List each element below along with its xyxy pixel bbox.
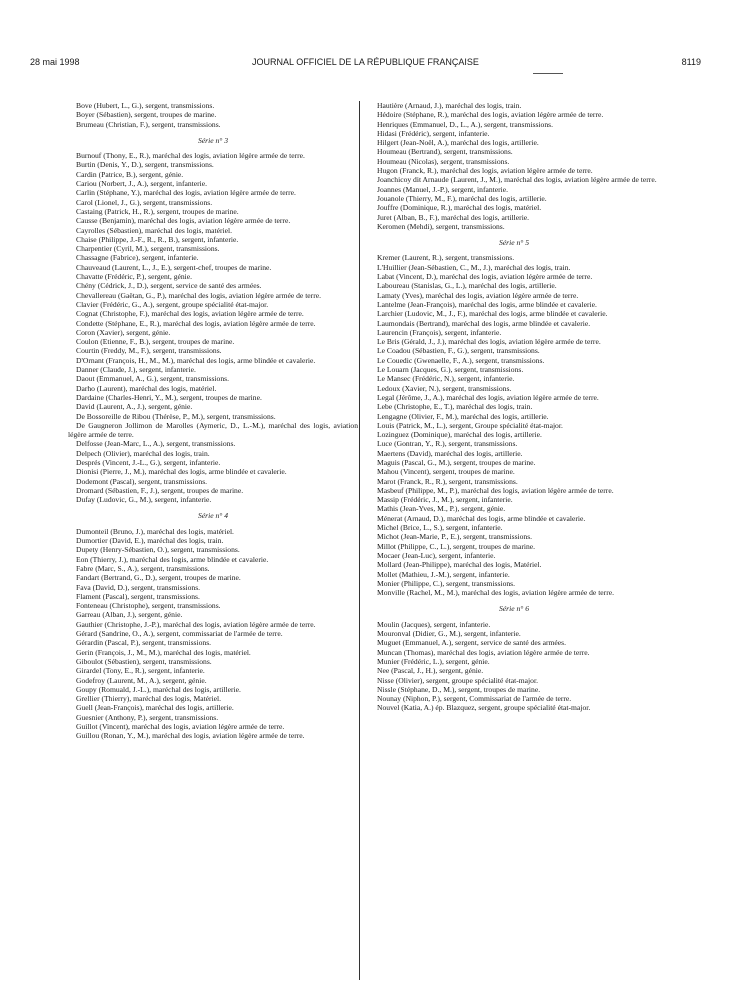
- list-item: Fandart (Bertrand, G., D.), sergent, troupes de marine.: [76, 573, 241, 583]
- list-item: Henriques (Emmanuel, D., L., A.), sergent, transmissions.: [377, 119, 553, 129]
- list-item: Mathis (Jean-Yves, M., P.), sergent, génie.: [377, 504, 506, 514]
- list-item: Burnouf (Thony, E., R.), maréchal des logis, aviation légère armée de terre.: [76, 151, 305, 161]
- list-item: Hugon (Franck, R.), maréchal des logis, aviation légère armée de terre.: [377, 166, 593, 176]
- list-item: Guillou (Ronan, Y., M.), maréchal des logis, aviation légère armée de terre.: [76, 731, 305, 741]
- list-item: Maertens (David), maréchal des logis, artillerie.: [377, 448, 523, 458]
- list-item: Lantelme (Jean-François), maréchal des logis, arme blindée et cavalerie.: [377, 299, 597, 309]
- list-item: Legal (Jérôme, J., A.), maréchal des logis, aviation légère armée de terre.: [377, 392, 599, 402]
- list-item: Joanchicoy dit Arnaude (Laurent, J., M.), maréchal des logis, aviation légère armée de terre.: [377, 175, 657, 185]
- publication-date: 28 mai 1998: [30, 57, 80, 67]
- list-item: Monier (Philippe, C.), sergent, transmissions.: [377, 578, 516, 588]
- list-item: Ménerat (Arnaud, D.), maréchal des logis, arme blindée et cavalerie.: [377, 513, 586, 523]
- list-item: Mouronval (Didier, G., M.), sergent, infanterie.: [377, 629, 521, 639]
- list-item: Gérardin (Pascal, P.), sergent, transmissions.: [76, 638, 212, 648]
- left-column: [68, 101, 358, 741]
- list-item: Gérard (Sandrine, O., A.), sergent, commissariat de l'armée de terre.: [76, 629, 283, 639]
- list-item: Joannes (Manuel, J.-P.), sergent, infanterie.: [377, 184, 509, 194]
- list-item: Nounay (Niphon, P.), sergent, Commissariat de l'armée de terre.: [377, 694, 572, 704]
- list-item: Lozinguez (Dominique), maréchal des logis, artillerie.: [377, 430, 542, 440]
- list-item: De Bossoreille de Ribou (Thérèse, P., M.), sergent, transmissions.: [76, 411, 276, 421]
- list-item: Moulin (Jacques), sergent, infanterie.: [377, 619, 491, 629]
- right-column: [369, 101, 659, 713]
- list-item: Muncan (Thomas), maréchal des logis, aviation légère armée de terre.: [377, 647, 590, 657]
- list-item: Carol (Lionel, J., G.), sergent, transmissions.: [76, 197, 213, 207]
- list-item: Fonteneau (Christophe), sergent, transmissions.: [76, 601, 221, 611]
- list-item: Masbeuf (Philippe, M., P.), maréchal des logis, aviation légère armée de terre.: [377, 485, 614, 495]
- list-item: Jouanole (Thierry, M., F.), maréchal des logis, artillerie.: [377, 193, 547, 203]
- list-item: Laumondais (Bertrand), maréchal des logis, arme blindée et cavalerie.: [377, 318, 591, 328]
- column-separator: [359, 101, 360, 980]
- list-item: Burtin (Denis, Y., D.), sergent, transmissions.: [76, 160, 214, 170]
- list-item: Mahou (Vincent), sergent, troupes de marine.: [377, 467, 515, 477]
- page-number: 8119: [681, 57, 701, 67]
- list-item: Coulon (Etienne, F., B.), sergent, troupes de marine.: [76, 337, 235, 347]
- list-item: Ledoux (Xavier, N.), sergent, transmissions.: [377, 383, 512, 393]
- list-item: D'Ornant (François, H., M., M.), maréchal des logis, arme blindée et cavalerie.: [76, 355, 316, 365]
- list-item: Charpentier (Cyril, M.), sergent, transmissions.: [76, 244, 220, 254]
- list-item: Cognat (Christophe, F.), maréchal des logis, aviation légère armée de terre.: [76, 309, 304, 319]
- list-item: Kremer (Laurent, R.), sergent, transmissions.: [377, 253, 515, 263]
- list-item: Massip (Frédéric, J., M.), sergent, infanterie.: [377, 495, 513, 505]
- list-item: Nissle (Stéphane, D., M.), sergent, troupes de marine.: [377, 684, 541, 694]
- list-item: Le Mansec (Frédéric, N.), sergent, infanterie.: [377, 374, 515, 384]
- list-item: Dromard (Sébastien, F., J.), sergent, troupes de marine.: [76, 485, 244, 495]
- list-item: Cariou (Norbert, J., A.), sergent, infanterie.: [76, 179, 208, 189]
- list-item: Hidasi (Frédéric), sergent, infanterie.: [377, 128, 490, 138]
- list-item: Chevallereau (Gaëtan, G., P.), maréchal des logis, aviation légère armée de terre.: [76, 290, 321, 300]
- series-heading: Série n° 6: [498, 604, 530, 614]
- list-item: Eon (Thierry, J.), maréchal des logis, arme blindée et cavalerie.: [76, 554, 269, 564]
- list-item: Dumortier (David, E.), maréchal des logis, train.: [76, 536, 224, 546]
- list-item: Luce (Gontran, Y., R.), sergent, transmissions.: [377, 439, 518, 449]
- list-item: Giboulot (Sébastien), sergent, transmissions.: [76, 656, 212, 666]
- list-item: Monville (Rachel, M., M.), maréchal des logis, aviation légère armée de terre.: [377, 588, 615, 598]
- list-item: Dodemont (Pascal), sergent, transmissions.: [76, 476, 208, 486]
- list-item: Dionisi (Pierre, J., M.), maréchal des logis, arme blindée et cavalerie.: [76, 467, 287, 477]
- list-item: Chény (Cédrick, J., D.), sergent, service de santé des armées.: [76, 281, 262, 291]
- list-item: L'Huillier (Jean-Sébastien, C., M., J.), maréchal des logis, train.: [377, 262, 571, 272]
- list-item: Flament (Pascal), sergent, transmissions.: [76, 591, 200, 601]
- list-item: Millot (Philippe, C., L.), sergent, troupes de marine.: [377, 541, 536, 551]
- list-item: Hilgert (Jean-Noël, A.), maréchal des logis, artillerie.: [377, 138, 539, 148]
- list-item: Laboureau (Stanislas, G., L.), maréchal des logis, artillerie.: [377, 281, 557, 291]
- list-item: Mollard (Jean-Philippe), maréchal des logis, Matériel.: [377, 560, 542, 570]
- list-item: Houmeau (Bertrand), sergent, transmissions.: [377, 147, 513, 157]
- list-item: Clavier (Frédéric, G., A.), sergent, groupe spécialité état-major.: [76, 299, 269, 309]
- header-rule: [533, 73, 563, 74]
- list-item: Girardel (Tony, E., R.), sergent, infanterie.: [76, 666, 205, 676]
- list-item: Godefroy (Laurent, M., A.), sergent, génie.: [76, 675, 207, 685]
- list-item: Fava (David, D.), sergent, transmissions.: [76, 582, 201, 592]
- list-item: Louis (Patrick, M., L.), sergent, Groupe spécialité état-major.: [377, 420, 563, 430]
- list-item: Nee (Pascal, J., H.), sergent, génie.: [377, 666, 484, 676]
- list-item: Coron (Xavier), sergent, génie.: [76, 327, 171, 337]
- journal-title: JOURNAL OFFICIEL DE LA RÉPUBLIQUE FRANÇAISE: [252, 57, 479, 67]
- list-item: Cayrolles (Sébastien), maréchal des logis, matériel.: [76, 225, 233, 235]
- list-item: Dardaine (Charles-Henri, Y., M.), sergent, troupes de marine.: [76, 392, 262, 402]
- list-item: Chassagne (Fabrice), sergent, infanterie.: [76, 253, 199, 263]
- list-item: De Gaugneron Jollimon de Marolles (Aymeric, D., L.-M.), maréchal des logis, aviation légère armée de terre.: [68, 420, 358, 440]
- series-heading: Série n° 4: [197, 511, 229, 521]
- list-item: Darho (Laurent), maréchal des logis, matériel.: [76, 383, 217, 393]
- series-heading: Série n° 5: [498, 238, 530, 248]
- list-item: Guell (Jean-François), maréchal des logis, artillerie.: [76, 703, 234, 713]
- list-item: Castaing (Patrick, H., R.), sergent, troupes de marine.: [76, 206, 239, 216]
- list-item: Juret (Alban, B., F.), maréchal des logis, artillerie.: [377, 212, 530, 222]
- list-item: Boyer (Sébastien), sergent, troupes de marine.: [76, 110, 217, 120]
- list-item: Dufay (Ludovic, G., M.), sergent, infanterie.: [76, 495, 212, 505]
- list-item: Mollet (Mathieu, J.-M.), sergent, infanterie.: [377, 569, 510, 579]
- list-item: Hédoire (Stéphane, R.), maréchal des logis, aviation légère armée de terre.: [377, 110, 604, 120]
- list-item: Larchier (Ludovic, M., J., F.), maréchal des logis, arme blindée et cavalerie.: [377, 309, 608, 319]
- list-item: Michot (Jean-Marie, P., E.), sergent, transmissions.: [377, 532, 533, 542]
- list-item: Dumonteil (Bruno, J.), maréchal des logis, matériel.: [76, 526, 234, 536]
- list-item: Dupety (Henry-Sébastien, O.), sergent, transmissions.: [76, 545, 240, 555]
- list-item: Marot (Franck, R., R.), sergent, transmissions.: [377, 476, 518, 486]
- list-item: David (Laurent, A., J.), sergent, génie.: [76, 402, 193, 412]
- list-item: Le Louarn (Jacques, G.), sergent, transmissions.: [377, 365, 524, 375]
- list-item: Bove (Hubert, L., G.), sergent, transmissions.: [76, 101, 215, 110]
- list-item: Fabre (Marc, S., A.), sergent, transmissions.: [76, 563, 210, 573]
- list-item: Carlin (Stéphane, Y.), maréchal des logis, aviation légère armée de terre.: [76, 188, 296, 198]
- list-item: Munier (Frédéric, L.), sergent, génie.: [377, 656, 490, 666]
- list-item: Chauveaud (Laurent, L., J., E.), sergent-chef, troupes de marine.: [76, 262, 272, 272]
- list-item: Laurencin (François), sergent, infanterie.: [377, 327, 502, 337]
- list-item: Jouffre (Dominique, R.), maréchal des logis, matériel.: [377, 203, 542, 213]
- list-item: Chaise (Philippe, J.-F., R., R., B.), sergent, infanterie.: [76, 234, 239, 244]
- list-item: Condette (Stéphane, E., R.), maréchal des logis, aviation légère armée de terre.: [76, 318, 316, 328]
- list-item: Le Couedic (Gwenaelle, F., A.), sergent, transmissions.: [377, 355, 545, 365]
- list-item: Delfosse (Jean-Marc, L., A.), sergent, transmissions.: [76, 439, 236, 449]
- list-item: Hautière (Arnaud, J.), maréchal des logis, train.: [377, 101, 522, 110]
- list-item: Grellier (Thierry), maréchal des logis, Matériel.: [76, 694, 222, 704]
- list-item: Daout (Emmanuel, A., G.), sergent, transmissions.: [76, 374, 229, 384]
- page-header: [30, 57, 701, 71]
- list-item: Lamaty (Yves), maréchal des logis, aviation légère armée de terre.: [377, 290, 579, 300]
- list-item: Le Bris (Gérald, J., J.), maréchal des logis, aviation légère armée de terre.: [377, 337, 601, 347]
- list-item: Nouvel (Katia, A.) ép. Blazquez, sergent, groupe spécialité état-major.: [377, 703, 591, 713]
- list-item: Cardin (Patrice, B.), sergent, génie.: [76, 169, 184, 179]
- list-item: Lengagne (Olivier, F., M.), maréchal des logis, artillerie.: [377, 411, 549, 421]
- list-item: Muguet (Emmanuel, A.), sergent, service de santé des armées.: [377, 638, 567, 648]
- list-item: Delpech (Olivier), maréchal des logis, train.: [76, 448, 210, 458]
- list-item: Guillot (Vincent), maréchal des logis, aviation légère armée de terre.: [76, 722, 285, 731]
- list-item: Gauthier (Christophe, J.-P.), maréchal des logis, aviation légère armée de terre.: [76, 619, 316, 629]
- list-item: Michel (Brice, L., S.), sergent, infanterie.: [377, 523, 503, 533]
- list-item: Houmeau (Nicolas), sergent, transmissions.: [377, 156, 510, 166]
- list-item: Brumeau (Christian, F.), sergent, transmissions.: [76, 119, 221, 129]
- list-item: Courtin (Freddy, M., F.), sergent, transmissions.: [76, 346, 222, 356]
- list-item: Nisse (Olivier), sergent, groupe spécialité état-major.: [377, 675, 538, 685]
- list-item: Causse (Benjamin), maréchal des logis, aviation légère armée de terre.: [76, 216, 291, 226]
- list-item: Guesnier (Anthony, P.), sergent, transmissions.: [76, 712, 219, 722]
- list-item: Gerin (François, J., M., M.), maréchal des logis, matériel.: [76, 647, 251, 657]
- list-item: Danner (Claude, J.), sergent, infanterie.: [76, 365, 196, 375]
- list-item: Goupy (Romuald, J.-L.), maréchal des logis, artillerie.: [76, 684, 241, 694]
- series-heading: Série n° 3: [197, 135, 229, 145]
- list-item: Le Coadou (Sébastien, F., G.), sergent, transmissions.: [377, 346, 540, 356]
- list-item: Garreau (Alban, J.), sergent, génie.: [76, 610, 183, 620]
- list-item: Keromen (Mehdi), sergent, transmissions.: [377, 221, 505, 231]
- list-item: Mocaer (Jean-Luc), sergent, infanterie.: [377, 550, 496, 560]
- list-item: Labat (Vincent, D.), maréchal des logis, aviation légère armée de terre.: [377, 272, 593, 282]
- list-item: Maguis (Pascal, G., M.), sergent, troupes de marine.: [377, 457, 536, 467]
- list-item: Després (Vincent, J.-L., G.), sergent, infanterie.: [76, 457, 221, 467]
- list-item: Lebe (Christophe, E., T.), maréchal des logis, train.: [377, 402, 533, 412]
- list-item: Chavatte (Frédéric, P.), sergent, génie.: [76, 272, 193, 282]
